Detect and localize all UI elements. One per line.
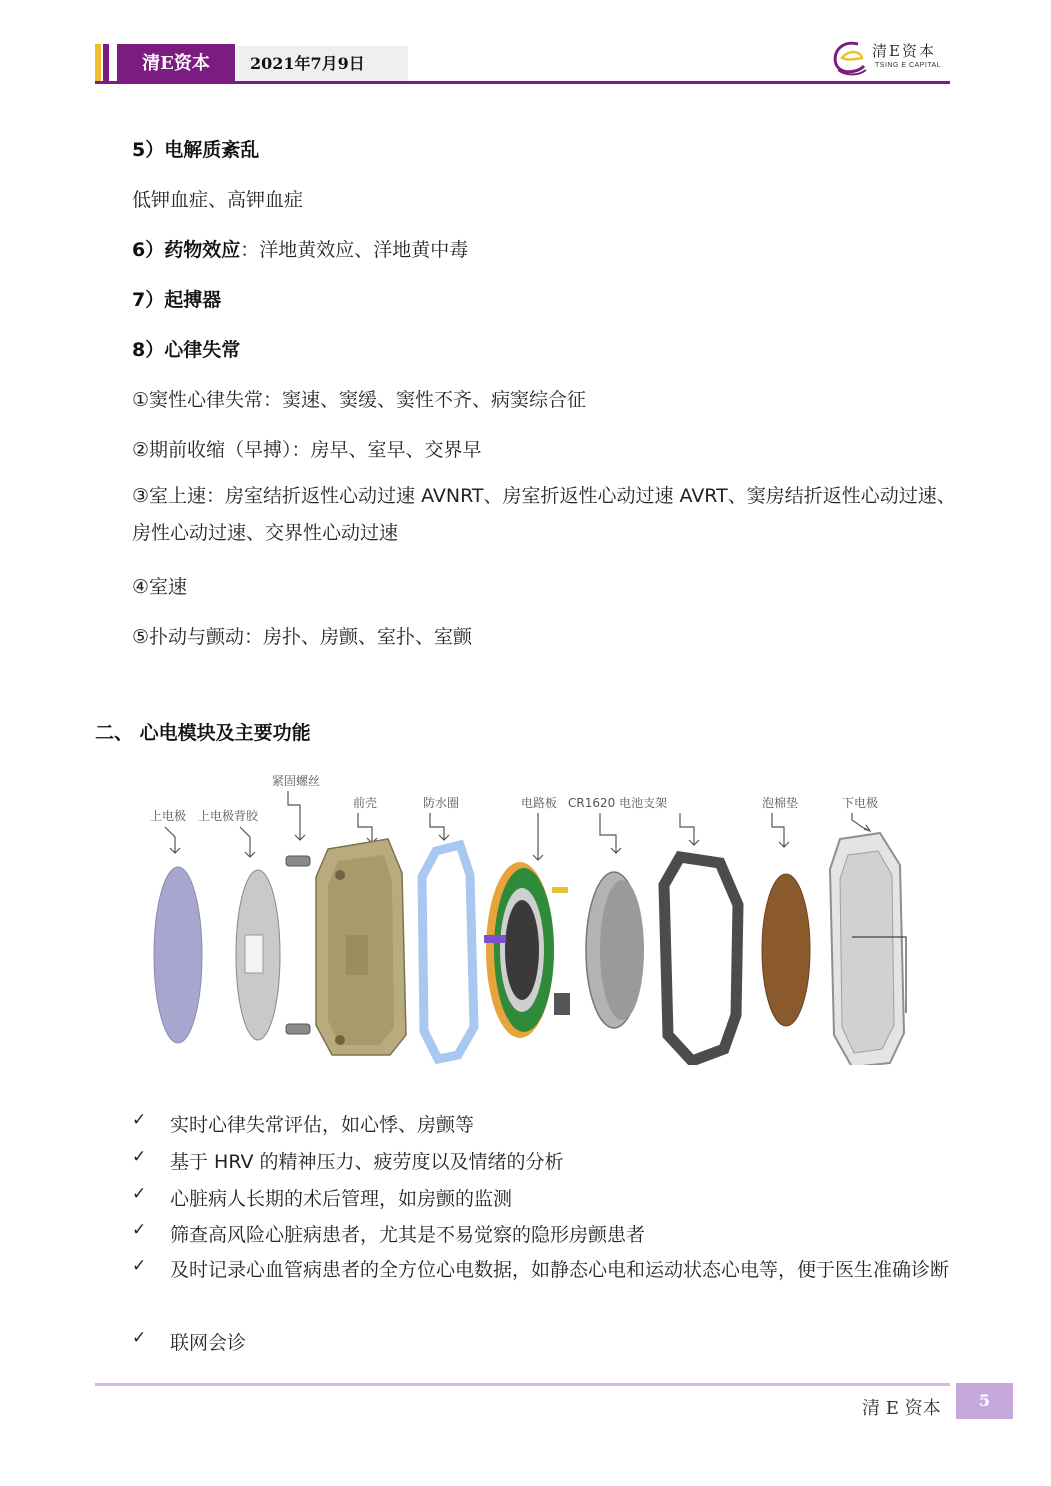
ecg-module-exploded-diagram: [140, 765, 930, 1065]
arrhythmia-item: ③室上速：房室结折返性心动过速 AVNRT、房室折返性心动过速 AVRT、窦房结折返性心动过速、房性心动过速、交界性心动过速: [132, 485, 956, 544]
heading-drug-effect: 6）药物效应: [132, 239, 241, 261]
check-icon: ✓: [132, 1110, 147, 1130]
line-drug-effect: [132, 235, 468, 262]
header-accent-purple: [103, 44, 109, 84]
arrhythmia-item: ⑤扑动与颤动：房扑、房颤、室扑、室颤: [132, 626, 473, 648]
text-drug-effect: ：洋地黄效应、洋地黄中毒: [240, 239, 469, 261]
page-number: 5: [956, 1383, 1013, 1419]
arrhythmia-item: ④室速: [132, 576, 188, 598]
heading-electrolyte: 5）电解质紊乱: [132, 139, 260, 161]
label-circuit-board: 电路板: [521, 796, 558, 810]
header-accent-yellow: [95, 44, 101, 84]
header-brand: 清E资本: [117, 44, 235, 84]
logo-text-en: TSING E CAPITAL: [875, 62, 942, 69]
label-screw: 紧固螺丝: [272, 774, 321, 788]
heading-arrhythmia: 8）心律失常: [132, 339, 241, 361]
label-battery-holder: CR1620 电池支架: [568, 796, 668, 810]
footer-rule: [95, 1383, 950, 1386]
label-front-shell: 前壳: [353, 796, 378, 810]
header-rule: [95, 81, 950, 84]
check-icon: ✓: [132, 1328, 147, 1348]
check-icon: ✓: [132, 1220, 147, 1240]
check-icon: ✓: [132, 1184, 147, 1204]
check-icon: ✓: [132, 1147, 147, 1167]
header-date: 2021年7月9日: [236, 46, 408, 82]
label-top-backing: 上电极背胶: [198, 809, 259, 823]
section-title: 二、 心电模块及主要功能: [95, 722, 311, 744]
label-top-electrode: 上电极: [150, 809, 187, 823]
logo-icon: [828, 36, 874, 78]
label-waterproof-ring: 防水圈: [423, 796, 460, 810]
label-bottom-electrode: 下电极: [842, 796, 879, 810]
label-foam-pad: 泡棉垫: [762, 796, 799, 810]
check-icon: ✓: [132, 1256, 147, 1276]
heading-pacemaker: 7）起搏器: [132, 289, 222, 311]
arrhythmia-item: ②期前收缩（早搏）：房早、室早、交界早: [132, 439, 482, 461]
text-electrolyte: 低钾血症、高钾血症: [132, 189, 304, 211]
feature-item: ✓ 及时记录心血管病患者的全方位心电数据，如静态心电和运动状态心电等，便于医生准确诊断: [132, 1256, 950, 1281]
logo-text-cn: 清E资本: [872, 42, 936, 60]
arrhythmia-item: ①窦性心律失常：窦速、窦缓、窦性不齐、病窦综合征: [132, 389, 587, 411]
footer-brand: 清 E 资本: [862, 1398, 941, 1419]
